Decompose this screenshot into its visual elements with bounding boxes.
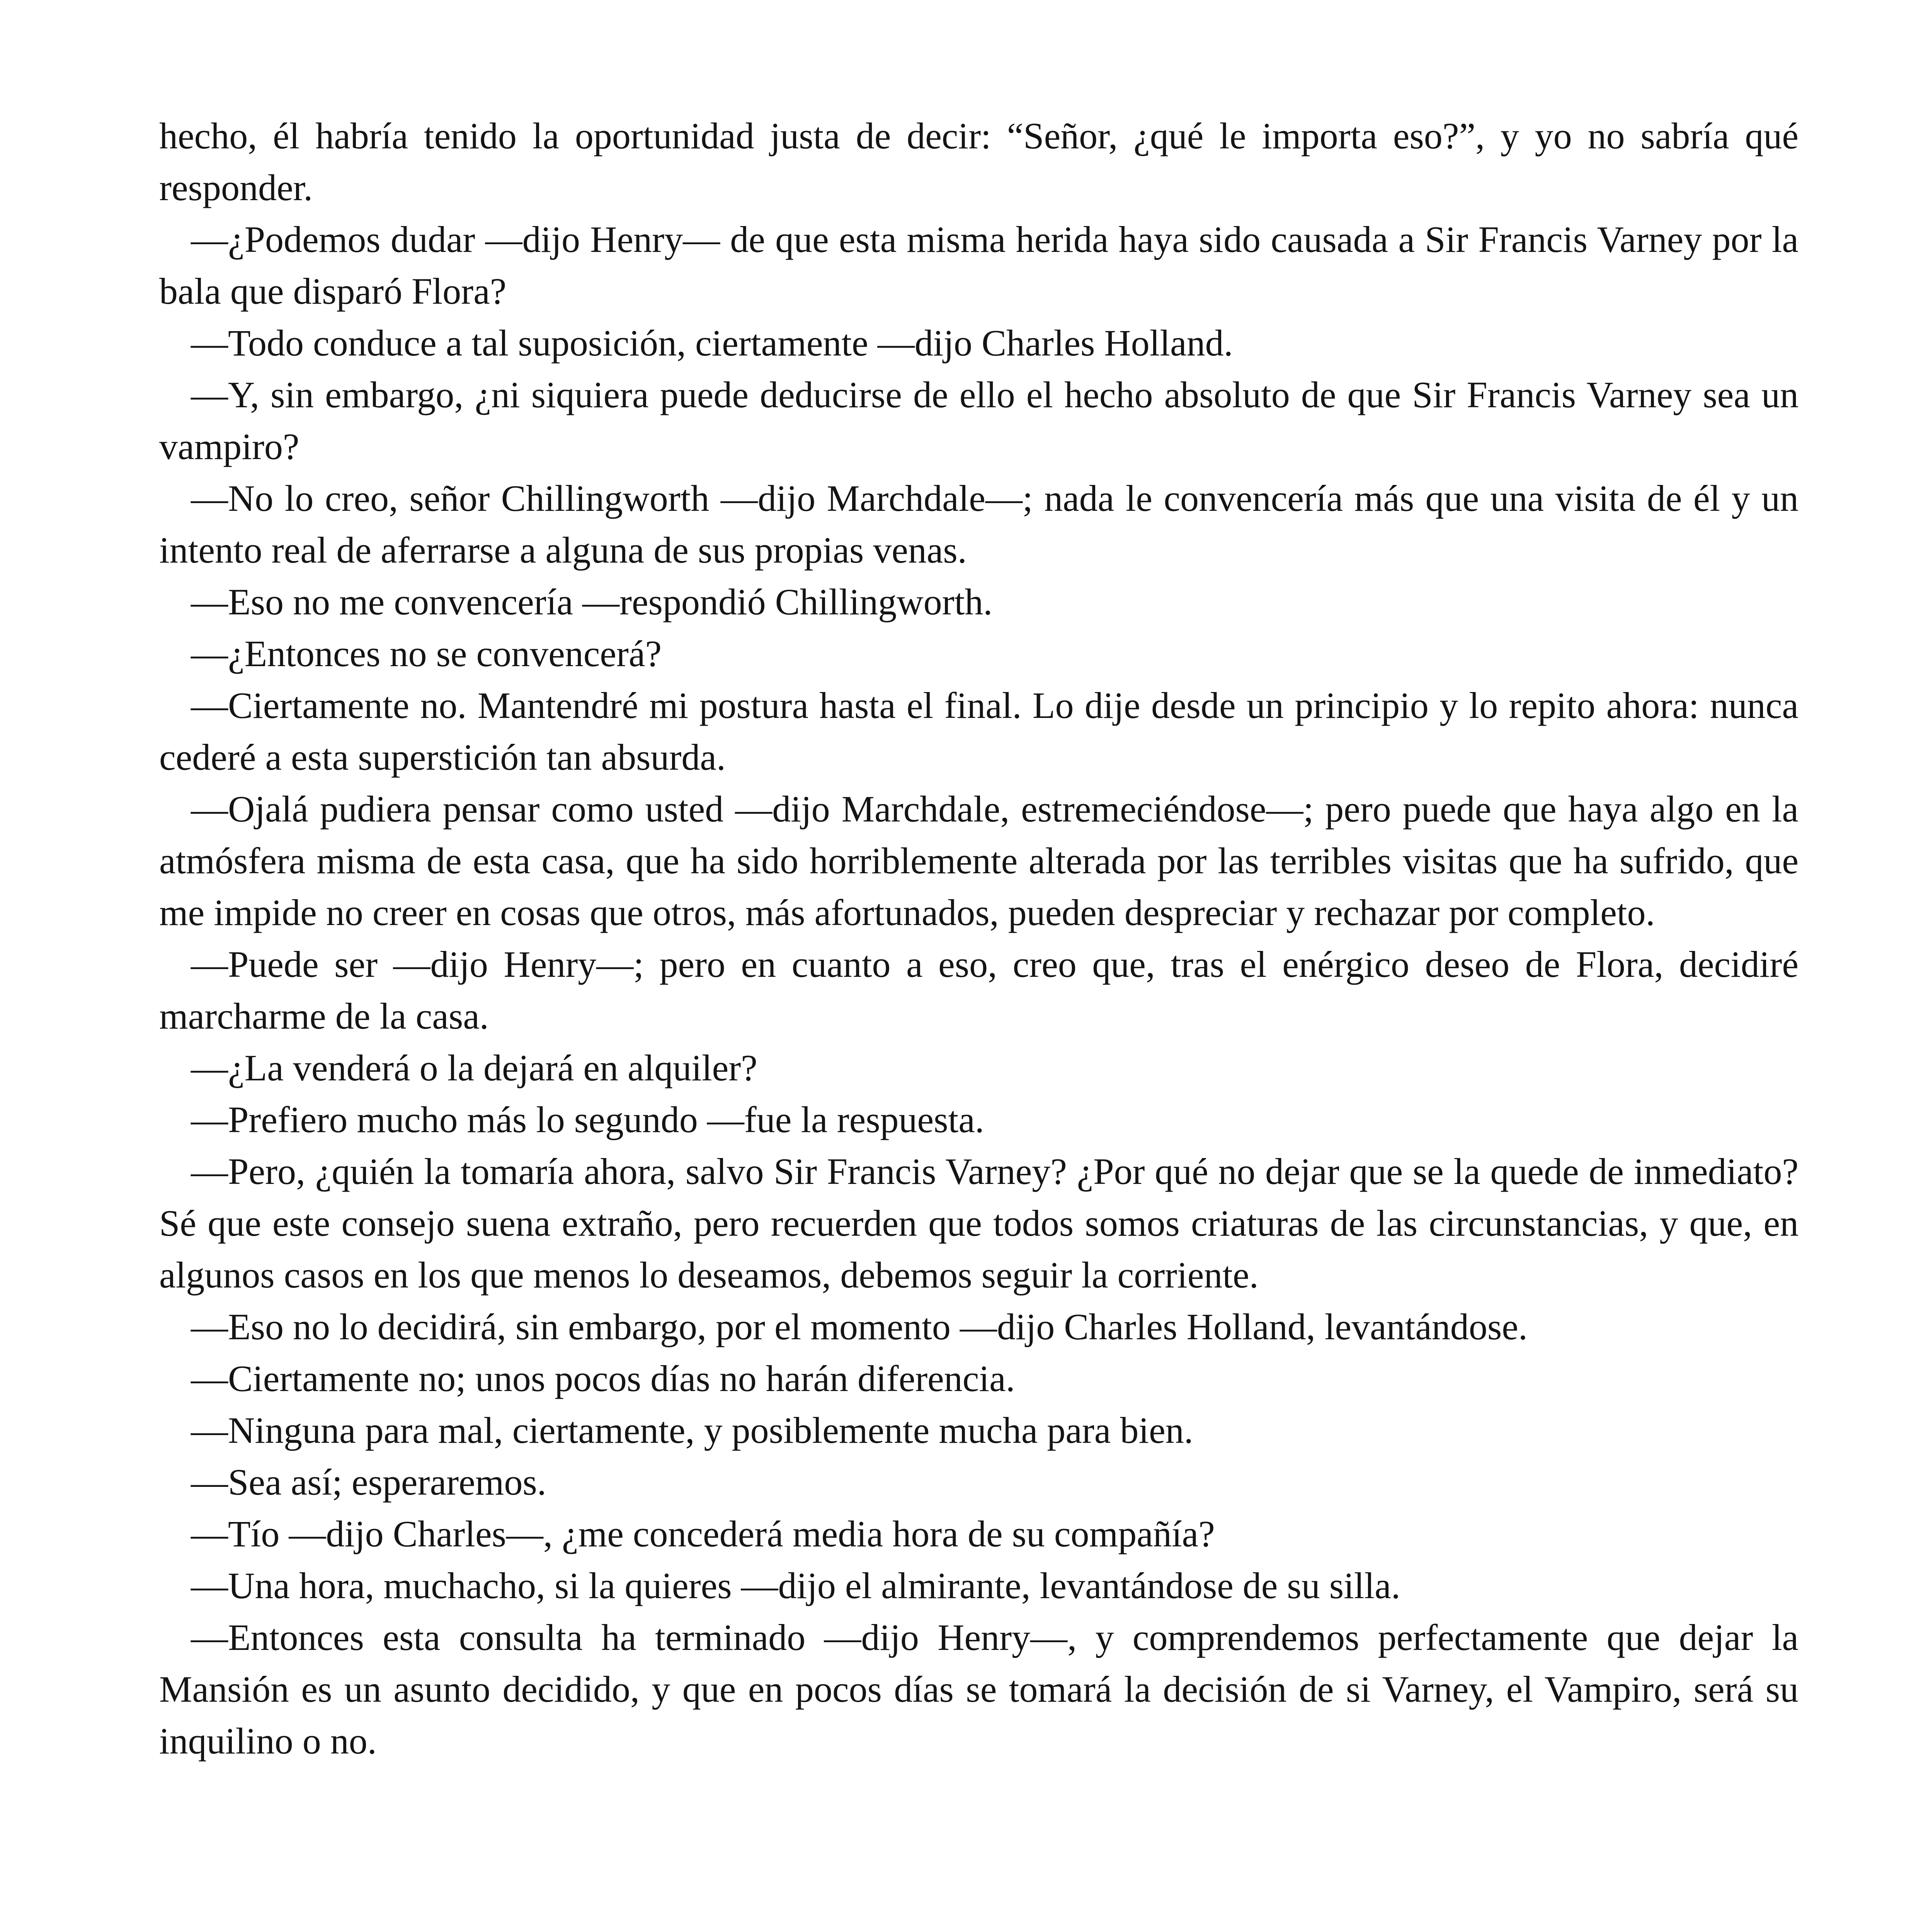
- paragraph: —Y, sin embargo, ¿ni siquiera puede deducirse de ello el hecho absoluto de que Sir Francis Varney sea un vampiro?: [159, 374, 1799, 467]
- body-text-before-chapter: [159, 110, 1799, 1767]
- paragraph: hecho, él habría tenido la oportunidad justa de decir: “Señor, ¿qué le importa eso?”, y yo no sabría qué responder.: [159, 115, 1799, 208]
- paragraph: —¿La venderá o la dejará en alquiler?: [191, 1047, 757, 1088]
- paragraph: —No lo creo, señor Chillingworth —dijo Marchdale—; nada le convencería más que una visita de él y un intento real de aferrarse a alguna de sus propias venas.: [159, 478, 1799, 571]
- paragraph: —Todo conduce a tal suposición, ciertamente —dijo Charles Holland.: [191, 322, 1233, 364]
- document-page: [159, 110, 1799, 1932]
- paragraph: —¿Entonces no se convencerá?: [191, 633, 662, 674]
- paragraph: —Ninguna para mal, ciertamente, y posiblemente mucha para bien.: [191, 1410, 1193, 1451]
- paragraph: —Ciertamente no. Mantendré mi postura hasta el final. Lo dije desde un principio y lo repito ahora: nunca cederé a esta superstición tan absurda.: [159, 685, 1799, 778]
- paragraph: —Ojalá pudiera pensar como usted —dijo Marchdale, estremeciéndose—; pero puede que haya algo en la atmósfera misma de esta casa, que ha sido horriblemente alterada por las terribles visitas que ha sufrido, que me impide no creer en cosas que otros, más afortunados, pueden despreciar y rechazar por completo.: [159, 788, 1799, 933]
- paragraph: —Ciertamente no; unos pocos días no harán diferencia.: [191, 1358, 1015, 1399]
- paragraph: —Una hora, muchacho, si la quieres —dijo el almirante, levantándose de su silla.: [191, 1565, 1400, 1606]
- paragraph: —Sea así; esperaremos.: [191, 1461, 546, 1503]
- paragraph: —Eso no me convencería —respondió Chillingworth.: [191, 581, 993, 622]
- paragraph: —Prefiero mucho más lo segundo —fue la respuesta.: [191, 1099, 984, 1140]
- paragraph: —Entonces esta consulta ha terminado —dijo Henry—, y comprendemos perfectamente que dejar la Mansión es un asunto decidido, y que en pocos días se tomará la decisión de si Varney, el Vampiro, será su inquilino o no.: [159, 1617, 1799, 1762]
- paragraph: —Tío —dijo Charles—, ¿me concederá media hora de su compañía?: [191, 1513, 1215, 1554]
- paragraph: —¿Podemos dudar —dijo Henry— de que esta misma herida haya sido causada a Sir Francis Varney por la bala que disparó Flora?: [159, 219, 1799, 312]
- paragraph: —Pero, ¿quién la tomaría ahora, salvo Sir Francis Varney? ¿Por qué no dejar que se la quede de inmediato? Sé que este consejo suena extraño, pero recuerden que todos somos criaturas de las circunstancias, y que, en algunos casos en los que menos lo deseamos, debemos seguir la corriente.: [159, 1151, 1799, 1296]
- paragraph: —Eso no lo decidirá, sin embargo, por el momento —dijo Charles Holland, levantándose.: [191, 1306, 1528, 1347]
- paragraph: —Puede ser —dijo Henry—; pero en cuanto a eso, creo que, tras el enérgico deseo de Flora, decidiré marcharme de la casa.: [159, 944, 1799, 1037]
